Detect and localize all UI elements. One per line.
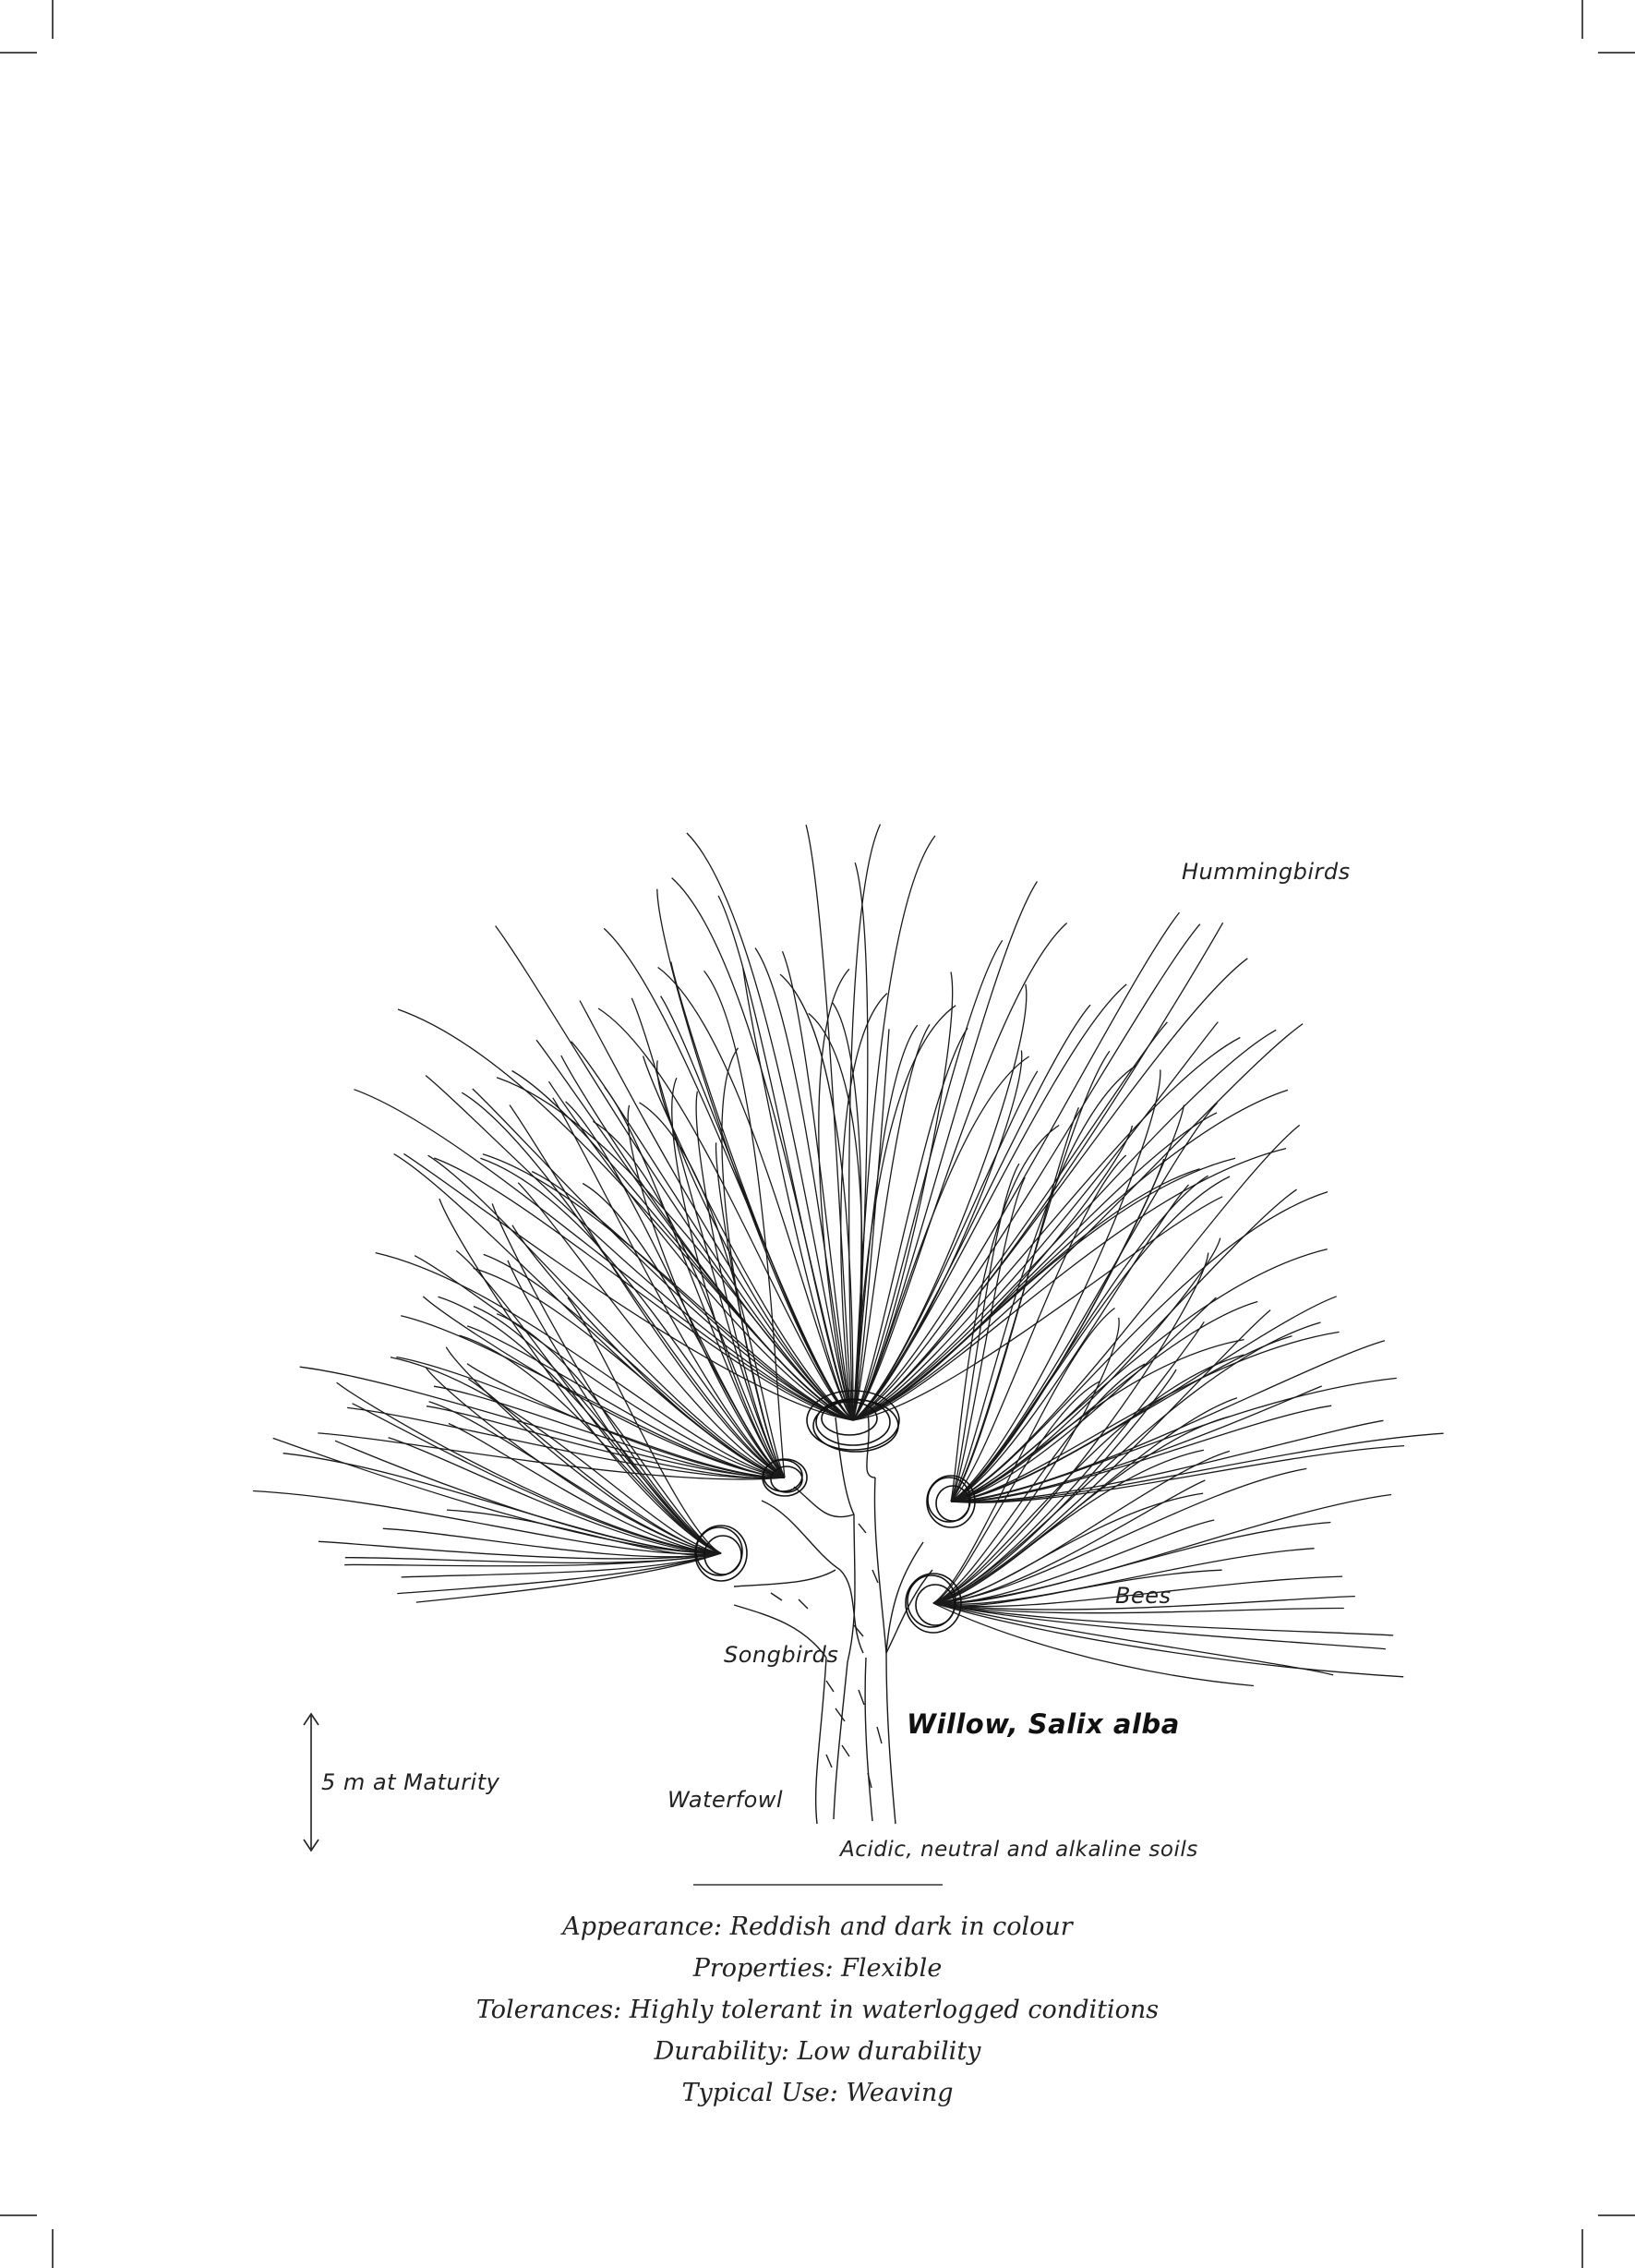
typical-use-text: Typical Use: Weaving (681, 2079, 954, 2107)
willow-switch (439, 1297, 722, 1553)
scale-arrow (304, 1714, 319, 1851)
bees-label: Bees (1115, 1583, 1172, 1609)
willow-switch (853, 984, 1027, 1420)
willow-switch (853, 1028, 968, 1420)
willow-switch (933, 1603, 1403, 1677)
songbirds-label: Songbirds (724, 1642, 839, 1668)
willow-branches (253, 825, 1444, 1686)
willow-switch (318, 1433, 785, 1479)
willow-switch (809, 1013, 862, 1420)
scale-label: 5 m at Maturity (321, 1769, 500, 1795)
willow-switch (951, 1249, 1328, 1502)
willow-switch (337, 1382, 721, 1553)
willow-switch (853, 836, 935, 1420)
willow-switch (951, 1177, 1025, 1502)
willow-switch (473, 1089, 853, 1420)
willow-switch (951, 1405, 1331, 1502)
willow-switch (853, 1022, 1218, 1420)
willow-switch (853, 940, 1003, 1420)
soils-label: Acidic, neutral and alkaline soils (840, 1838, 1198, 1862)
willow-switch (426, 1076, 853, 1420)
willow-switch (853, 1030, 1276, 1420)
pollard-knots (695, 1391, 975, 1633)
waterfowl-label: Waterfowl (667, 1787, 784, 1813)
willow-switch (951, 1164, 1019, 1502)
hummingbirds-label: Hummingbirds (1182, 859, 1351, 885)
willow-switch (933, 1417, 1230, 1603)
durability-text: Durability: Low durability (654, 2037, 981, 2066)
properties-text: Properties: Flexible (692, 1954, 943, 1983)
tolerances-text: Tolerances: Highly tolerant in waterlogged conditions (475, 1996, 1160, 2024)
willow-switch (951, 1176, 1230, 1502)
willow-switch (300, 1367, 785, 1478)
willow-switch (933, 1603, 1254, 1686)
willow-switch (604, 928, 853, 1420)
willow-switch (853, 1005, 1090, 1420)
willow-switch (376, 1253, 785, 1478)
willow-switch (687, 833, 853, 1420)
species-name: Willow, Salix alba (907, 1708, 1180, 1740)
willow-switch (853, 912, 1180, 1420)
willow-switch (474, 1307, 721, 1553)
appearance-text: Appearance: Reddish and dark in colour (562, 1912, 1073, 1941)
